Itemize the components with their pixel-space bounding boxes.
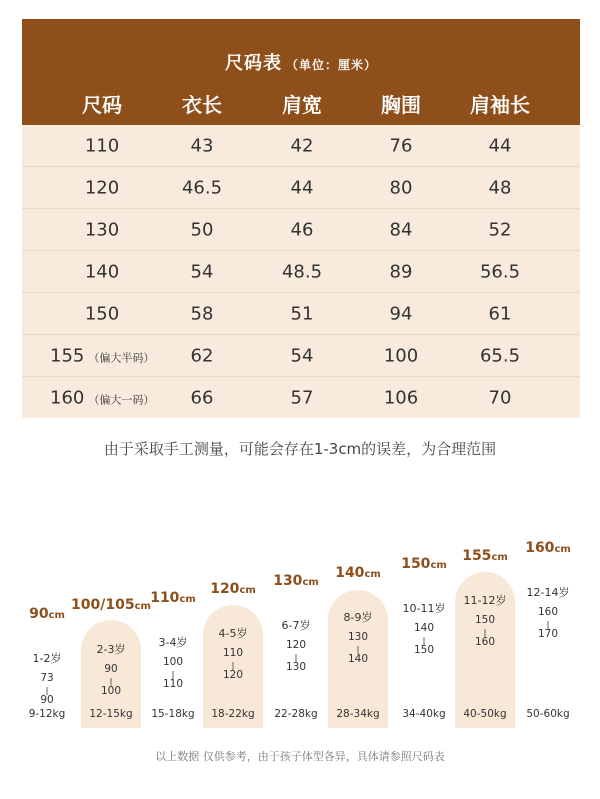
height-label (401, 556, 447, 572)
size-note: （偏大半码） (88, 351, 155, 364)
table-title (22, 49, 580, 75)
cell-size: 120 (84, 177, 120, 198)
height-range-high: 100 (100, 685, 122, 697)
size-value: 160 (50, 387, 85, 408)
height-range-high: 110 (162, 678, 184, 690)
cell-sleeve: 48 (488, 177, 512, 198)
measurement-disclaimer: 由于采取手工测量，可能会存在1-3cm的误差，为合理范围 (103, 440, 497, 458)
height-unit: cm (430, 560, 447, 571)
height-unit: cm (179, 594, 196, 605)
height-value: 100/105 (71, 597, 135, 613)
height-range-low: 150 (474, 614, 496, 626)
height-label (525, 540, 571, 556)
table-row (22, 209, 580, 251)
cell-sleeve: 44 (488, 135, 512, 156)
age-range: 11-12岁 (463, 594, 507, 607)
weight-range: 18-22kg (211, 708, 255, 720)
cell-shoulder: 51 (290, 303, 314, 324)
cell-length: 54 (190, 261, 214, 282)
weight-range: 22-28kg (274, 708, 318, 720)
column-header-chest: 胸围 (381, 93, 421, 117)
height-value: 160 (525, 540, 555, 556)
cell-length: 46.5 (181, 177, 223, 198)
cell-length: 43 (190, 135, 214, 156)
height-unit: cm (48, 610, 65, 621)
height-label (210, 581, 256, 597)
height-range-low: 90 (104, 663, 118, 675)
cell-shoulder: 42 (290, 135, 314, 156)
height-range-low: 160 (537, 606, 559, 618)
column-headers (22, 89, 580, 119)
height-value: 110 (150, 590, 180, 606)
height-range-high: 150 (413, 644, 435, 656)
cell-sleeve: 56.5 (479, 261, 521, 282)
cell-length: 58 (190, 303, 214, 324)
column-header-shoulder: 肩宽 (282, 93, 322, 117)
cell-chest: 94 (389, 303, 413, 324)
table-body (22, 125, 580, 418)
height-label (273, 573, 319, 589)
cell-length: 62 (190, 345, 214, 366)
table-row (22, 125, 580, 167)
cell-sleeve: 70 (488, 387, 512, 408)
age-range: 1-2岁 (32, 652, 62, 665)
table-row (22, 167, 580, 209)
height-range-low: 73 (40, 672, 54, 684)
cell-chest: 89 (389, 261, 413, 282)
table-unit: （单位：厘米） (285, 58, 377, 72)
height-range-high: 160 (474, 636, 496, 648)
cell-chest: 100 (383, 345, 419, 366)
height-range-high: 140 (347, 653, 369, 665)
age-range: 10-11岁 (402, 602, 446, 615)
cell-chest: 106 (383, 387, 419, 408)
height-range-low: 100 (162, 656, 184, 668)
cell-shoulder: 57 (290, 387, 314, 408)
cell-length: 50 (190, 219, 214, 240)
height-value: 150 (401, 556, 431, 572)
column-header-length: 衣长 (182, 93, 222, 117)
height-unit: cm (302, 577, 319, 588)
cell-size: 140 (84, 261, 120, 282)
height-range-high: 130 (285, 661, 307, 673)
cell-size (50, 387, 154, 408)
size-note: （偏大一码） (88, 393, 155, 406)
height-unit: cm (491, 552, 508, 563)
footnote: 以上数据 仅供参考，由于孩子体型各异，具体请参照尺码表 (155, 750, 445, 763)
cell-length: 66 (190, 387, 214, 408)
height-label (150, 590, 196, 606)
height-label (335, 565, 381, 581)
weight-range: 40-50kg (463, 708, 507, 720)
age-range: 2-3岁 (96, 643, 126, 656)
size-value: 155 (50, 345, 85, 366)
cell-sleeve: 52 (488, 219, 512, 240)
age-range: 4-5岁 (218, 627, 248, 640)
height-range-low: 130 (347, 631, 369, 643)
height-value: 120 (210, 581, 240, 597)
height-unit: cm (554, 544, 571, 555)
height-label (462, 548, 508, 564)
table-row (22, 293, 580, 335)
height-range-high: 90 (40, 694, 54, 706)
height-label (71, 597, 151, 613)
cell-shoulder: 44 (290, 177, 314, 198)
height-size-guide (0, 530, 600, 730)
age-range: 8-9岁 (343, 611, 373, 624)
size-table (22, 19, 580, 418)
height-range-low: 120 (285, 639, 307, 651)
cell-size: 130 (84, 219, 120, 240)
cell-size (50, 345, 154, 366)
weight-range: 15-18kg (151, 708, 195, 720)
table-row (22, 335, 580, 377)
weight-range: 28-34kg (336, 708, 380, 720)
table-title-text: 尺码表 (224, 53, 282, 74)
column-header-size: 尺码 (82, 93, 122, 117)
weight-range: 12-15kg (89, 708, 133, 720)
cell-size: 110 (84, 135, 120, 156)
cell-sleeve: 65.5 (479, 345, 521, 366)
height-label (29, 606, 65, 622)
height-value: 155 (462, 548, 492, 564)
height-unit: cm (134, 601, 151, 612)
height-range-high: 120 (222, 669, 244, 681)
table-header (22, 19, 580, 125)
height-unit: cm (364, 569, 381, 580)
height-value: 140 (335, 565, 365, 581)
cell-shoulder: 48.5 (281, 261, 323, 282)
age-range: 3-4岁 (158, 636, 188, 649)
age-range: 6-7岁 (281, 619, 311, 632)
cell-sleeve: 61 (488, 303, 512, 324)
cell-size: 150 (84, 303, 120, 324)
height-unit: cm (239, 585, 256, 596)
height-range-low: 110 (222, 647, 244, 659)
weight-range: 9-12kg (28, 708, 66, 720)
age-range: 12-14岁 (526, 586, 570, 599)
column-header-sleeve: 肩袖长 (470, 93, 530, 117)
height-range-high: 170 (537, 628, 559, 640)
height-value: 130 (273, 573, 303, 589)
cell-shoulder: 46 (290, 219, 314, 240)
height-range-low: 140 (413, 622, 435, 634)
cell-shoulder: 54 (290, 345, 314, 366)
height-value: 90 (29, 606, 49, 622)
table-row (22, 377, 580, 418)
cell-chest: 80 (389, 177, 413, 198)
weight-range: 50-60kg (526, 708, 570, 720)
table-row (22, 251, 580, 293)
cell-chest: 76 (389, 135, 413, 156)
weight-range: 34-40kg (402, 708, 446, 720)
cell-chest: 84 (389, 219, 413, 240)
